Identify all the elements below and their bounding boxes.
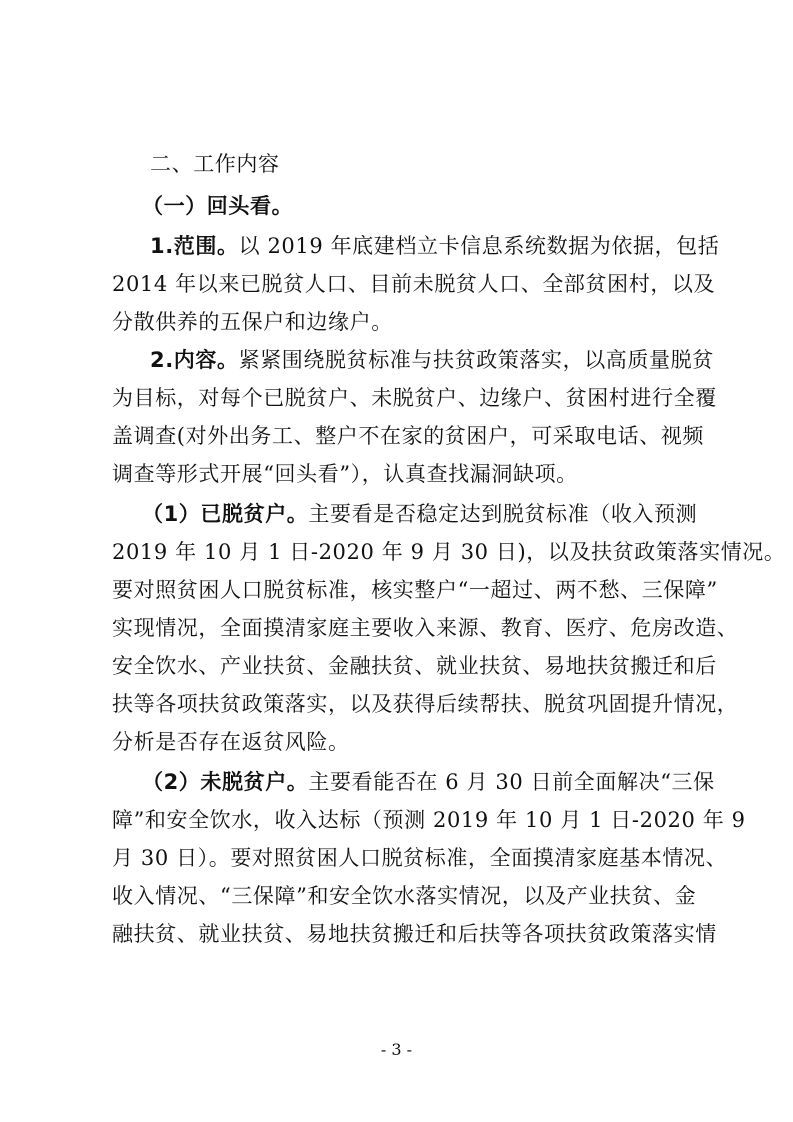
paragraph-line: 分析是否存在返贫风险。 — [112, 730, 350, 754]
paragraph-label: （1）已脱贫户。 — [142, 502, 309, 526]
paragraph-line: 融扶贫、就业扶贫、易地扶贫搬迁和后扶等各项扶贫政策落实情 — [112, 922, 717, 946]
paragraph-line: 扶等各项扶贫政策落实，以及获得后续帮扶、脱贫巩固提升情况， — [112, 692, 739, 716]
paragraph-line — [150, 346, 714, 374]
paragraph-line: 2014 年以来已脱贫人口、目前未脱贫人口、全部贫困村，以及 — [112, 272, 716, 296]
paragraph-text: 主要看能否在 6 月 30 日前全面解决“三保 — [308, 770, 715, 794]
paragraph-line — [150, 232, 720, 260]
paragraph-line: 调查等形式开展“回头看”），认真查找漏洞缺项。 — [112, 462, 578, 486]
paragraph-text: 以 2019 年底建档立卡信息系统数据为依据，包括 — [238, 234, 720, 258]
paragraph-line: 月 30 日）。要对照贫困人口脱贫标准，全面摸清家庭基本情况、 — [112, 846, 728, 870]
paragraph-line: 盖调查(对外出务工、整户不在家的贫困户，可采取电话、视频 — [112, 424, 704, 448]
paragraph-line: 实现情况，全面摸清家庭主要收入来源、教育、医疗、危房改造、 — [112, 616, 739, 640]
paragraph-line: 安全饮水、产业扶贫、金融扶贫、就业扶贫、易地扶贫搬迁和后 — [112, 654, 717, 678]
paragraph-label: 1.范围。 — [150, 234, 239, 258]
paragraph-text: 紧紧围绕脱贫标准与扶贫政策落实，以高质量脱贫 — [238, 348, 714, 372]
paragraph-line — [142, 500, 698, 528]
paragraph-line: 要对照贫困人口脱贫标准，核实整户“一超过、两不愁、三保障” — [112, 578, 718, 602]
page-number: - 3 - — [380, 1040, 413, 1059]
paragraph-text: 主要看是否稳定达到脱贫标准（收入预测 — [308, 502, 698, 526]
paragraph-line — [142, 768, 715, 796]
paragraph-line: 为目标，对每个已脱贫户、未脱贫户、边缘户、贫困村进行全覆 — [112, 386, 717, 410]
paragraph-line: 2019 年 10 月 1 日-2020 年 9 月 30 日)，以及扶贫政策落实情况。 — [112, 540, 786, 564]
paragraph-line: 收入情况、“三保障”和安全饮水落实情况，以及产业扶贫、金 — [112, 884, 697, 908]
paragraph-line: 障”和安全饮水，收入达标（预测 2019 年 10 月 1 日-2020 年 9 — [112, 808, 746, 832]
paragraph-label: 2.内容。 — [150, 348, 239, 372]
paragraph-label: （2）未脱贫户。 — [142, 770, 309, 794]
subsection-heading: （一）回头看。 — [142, 194, 294, 218]
paragraph-line: 分散供养的五保户和边缘户。 — [112, 310, 393, 334]
section-heading: 二、工作内容 — [150, 152, 280, 176]
